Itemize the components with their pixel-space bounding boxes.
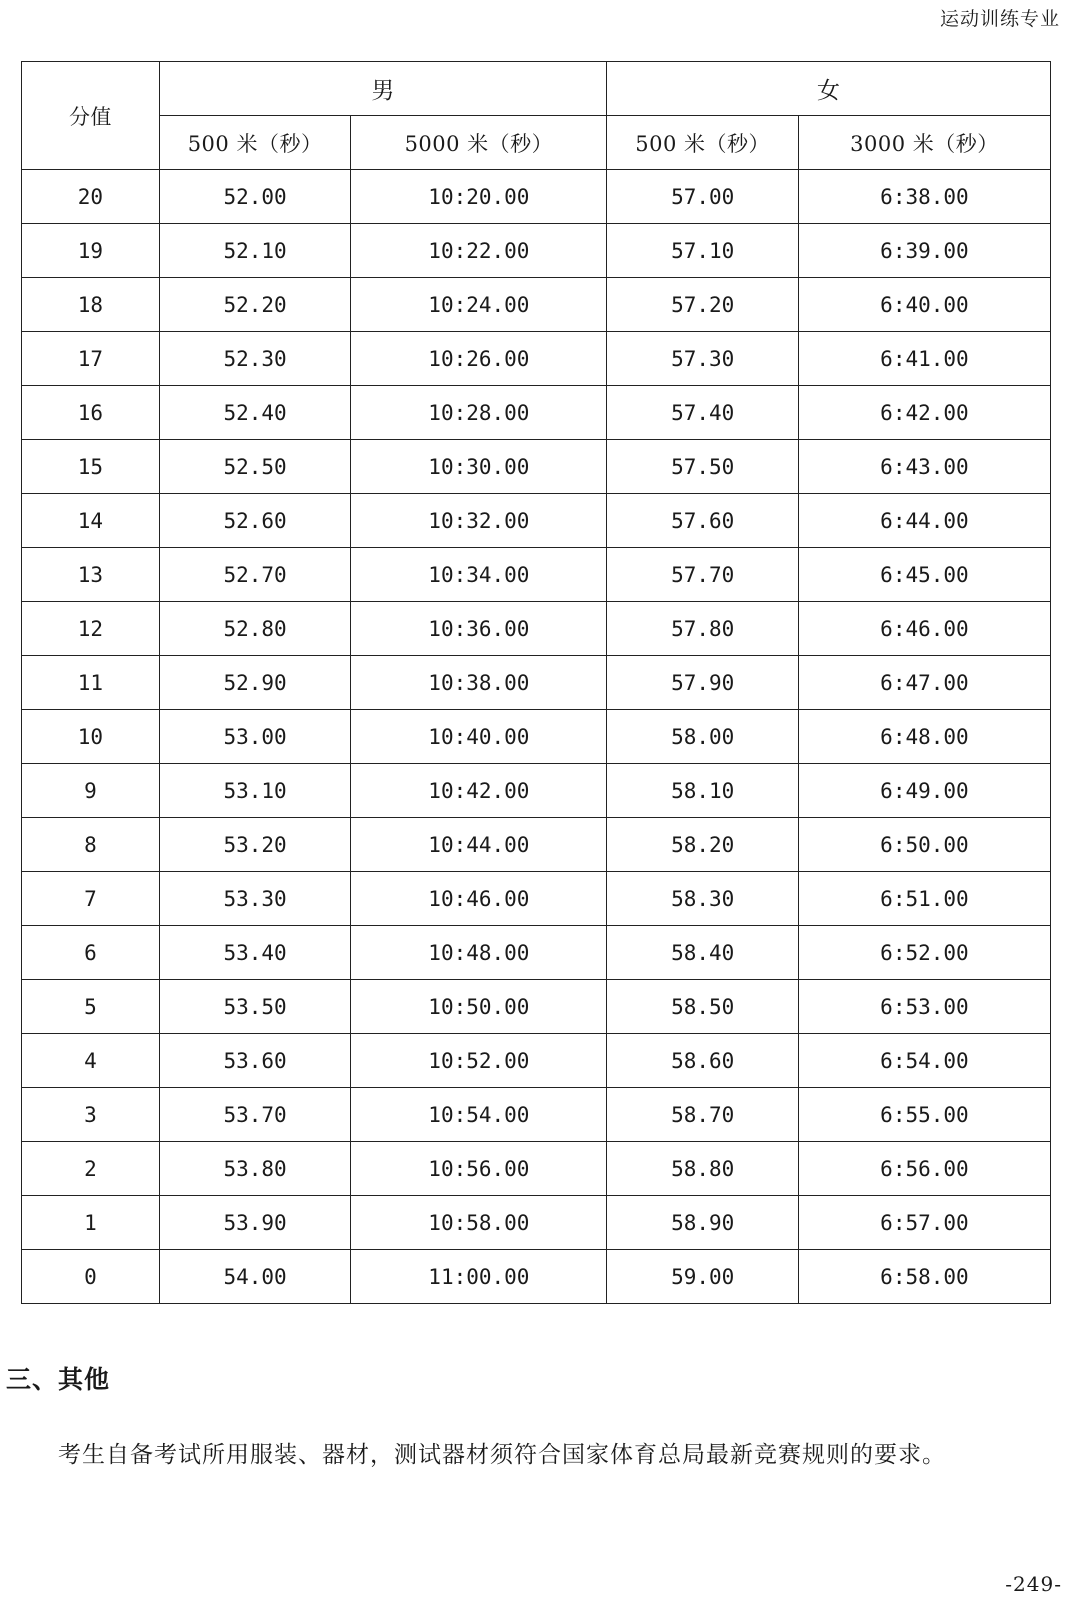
table-row: [22, 764, 1051, 818]
table-row: [22, 170, 1051, 224]
header-row-groups: [22, 62, 1051, 116]
male-500m-cell: 52.00: [159, 170, 350, 224]
score-cell: 5: [22, 980, 160, 1034]
female-3000m-cell: 6:53.00: [798, 980, 1050, 1034]
score-cell: 12: [22, 602, 160, 656]
female-3000m-cell: 6:45.00: [798, 548, 1050, 602]
score-cell: 1: [22, 1196, 160, 1250]
male-500m-cell: 52.10: [159, 224, 350, 278]
score-cell: 19: [22, 224, 160, 278]
female-500m-cell: 58.50: [607, 980, 798, 1034]
table-row: [22, 980, 1051, 1034]
female-3000m-cell: 6:40.00: [798, 278, 1050, 332]
female-3000m-cell: 6:48.00: [798, 710, 1050, 764]
score-cell: 6: [22, 926, 160, 980]
score-cell: 7: [22, 872, 160, 926]
female-3000m-cell: 6:56.00: [798, 1142, 1050, 1196]
section-heading: 三、其他: [6, 1365, 111, 1394]
male-500m-cell: 53.20: [159, 818, 350, 872]
score-cell: 20: [22, 170, 160, 224]
table-row: [22, 872, 1051, 926]
male-500m-cell: 52.20: [159, 278, 350, 332]
female-3000m-cell: 6:54.00: [798, 1034, 1050, 1088]
female-500m-cell: 57.80: [607, 602, 798, 656]
male-500m-cell: 53.90: [159, 1196, 350, 1250]
score-cell: 4: [22, 1034, 160, 1088]
header-row-events: [22, 116, 1051, 170]
female-500m-cell: 57.40: [607, 386, 798, 440]
table-row: [22, 278, 1051, 332]
score-cell: 13: [22, 548, 160, 602]
table-row: [22, 440, 1051, 494]
male-5000m-cell: 10:42.00: [351, 764, 607, 818]
female-3000m-cell: 6:38.00: [798, 170, 1050, 224]
female-500m-cell: 58.90: [607, 1196, 798, 1250]
male-500m-cell: 53.70: [159, 1088, 350, 1142]
score-table-body: [22, 170, 1051, 1304]
score-cell: 16: [22, 386, 160, 440]
male-500m-cell: 53.10: [159, 764, 350, 818]
female-500m-cell: 57.30: [607, 332, 798, 386]
male-5000m-cell: 11:00.00: [351, 1250, 607, 1304]
score-cell: 10: [22, 710, 160, 764]
male-500m-cell: 53.40: [159, 926, 350, 980]
table-row: [22, 926, 1051, 980]
male-5000m-cell: 10:28.00: [351, 386, 607, 440]
female-500m-cell: 58.70: [607, 1088, 798, 1142]
score-cell: 3: [22, 1088, 160, 1142]
score-cell: 9: [22, 764, 160, 818]
male-5000m-cell: 10:46.00: [351, 872, 607, 926]
male-5000m-cell: 10:30.00: [351, 440, 607, 494]
male-500m-cell: 53.50: [159, 980, 350, 1034]
male-500m-cell: 54.00: [159, 1250, 350, 1304]
female-500m-cell: 57.60: [607, 494, 798, 548]
table-row: [22, 494, 1051, 548]
male-5000m-cell: 10:24.00: [351, 278, 607, 332]
female-3000m-cell: 6:39.00: [798, 224, 1050, 278]
female-3000m-cell: 6:55.00: [798, 1088, 1050, 1142]
table-row: [22, 656, 1051, 710]
male-5000m-cell: 10:36.00: [351, 602, 607, 656]
score-cell: 14: [22, 494, 160, 548]
female-3000m-cell: 6:49.00: [798, 764, 1050, 818]
male-500m-header: 500 米（秒）: [159, 116, 350, 170]
male-500m-cell: 52.80: [159, 602, 350, 656]
table-row: [22, 1088, 1051, 1142]
male-5000m-cell: 10:50.00: [351, 980, 607, 1034]
male-5000m-cell: 10:56.00: [351, 1142, 607, 1196]
female-3000m-cell: 6:57.00: [798, 1196, 1050, 1250]
male-500m-cell: 53.00: [159, 710, 350, 764]
male-5000m-cell: 10:34.00: [351, 548, 607, 602]
score-cell: 8: [22, 818, 160, 872]
score-cell: 11: [22, 656, 160, 710]
female-500m-cell: 58.00: [607, 710, 798, 764]
female-500m-header: 500 米（秒）: [607, 116, 798, 170]
female-500m-cell: 57.90: [607, 656, 798, 710]
male-5000m-cell: 10:38.00: [351, 656, 607, 710]
female-500m-cell: 57.20: [607, 278, 798, 332]
score-cell: 0: [22, 1250, 160, 1304]
table-row: [22, 332, 1051, 386]
table-row: [22, 1034, 1051, 1088]
female-3000m-cell: 6:42.00: [798, 386, 1050, 440]
male-500m-cell: 53.80: [159, 1142, 350, 1196]
page-number: -249-: [1005, 1572, 1062, 1596]
male-5000m-cell: 10:44.00: [351, 818, 607, 872]
female-3000m-cell: 6:58.00: [798, 1250, 1050, 1304]
female-3000m-cell: 6:52.00: [798, 926, 1050, 980]
running-header: 运动训练专业: [939, 8, 1060, 30]
male-5000m-cell: 10:22.00: [351, 224, 607, 278]
male-500m-cell: 52.70: [159, 548, 350, 602]
female-500m-cell: 58.80: [607, 1142, 798, 1196]
score-cell: 15: [22, 440, 160, 494]
male-5000m-cell: 10:40.00: [351, 710, 607, 764]
male-500m-cell: 52.90: [159, 656, 350, 710]
female-3000m-cell: 6:50.00: [798, 818, 1050, 872]
female-500m-cell: 58.60: [607, 1034, 798, 1088]
male-group-header: 男: [159, 62, 607, 116]
male-500m-cell: 52.40: [159, 386, 350, 440]
score-column-header: 分值: [22, 62, 160, 170]
male-500m-cell: 53.60: [159, 1034, 350, 1088]
female-3000m-cell: 6:43.00: [798, 440, 1050, 494]
male-500m-cell: 52.60: [159, 494, 350, 548]
female-500m-cell: 58.40: [607, 926, 798, 980]
table-row: [22, 224, 1051, 278]
female-group-header: 女: [607, 62, 1051, 116]
female-500m-cell: 57.50: [607, 440, 798, 494]
female-3000m-cell: 6:44.00: [798, 494, 1050, 548]
female-500m-cell: 58.10: [607, 764, 798, 818]
male-500m-cell: 52.50: [159, 440, 350, 494]
female-3000m-cell: 6:41.00: [798, 332, 1050, 386]
female-500m-cell: 59.00: [607, 1250, 798, 1304]
score-cell: 18: [22, 278, 160, 332]
male-5000m-header: 5000 米（秒）: [351, 116, 607, 170]
score-table-header: [22, 62, 1051, 170]
female-500m-cell: 57.70: [607, 548, 798, 602]
female-500m-cell: 57.00: [607, 170, 798, 224]
table-row: [22, 710, 1051, 764]
male-500m-cell: 52.30: [159, 332, 350, 386]
table-row: [22, 602, 1051, 656]
female-500m-cell: 57.10: [607, 224, 798, 278]
table-row: [22, 1142, 1051, 1196]
male-5000m-cell: 10:48.00: [351, 926, 607, 980]
score-table: [21, 61, 1051, 1304]
score-cell: 2: [22, 1142, 160, 1196]
table-row: [22, 548, 1051, 602]
table-row: [22, 818, 1051, 872]
female-3000m-cell: 6:46.00: [798, 602, 1050, 656]
female-3000m-cell: 6:51.00: [798, 872, 1050, 926]
male-500m-cell: 53.30: [159, 872, 350, 926]
section-paragraph: 考生自备考试所用服装、器材，测试器材须符合国家体育总局最新竞赛规则的要求。: [58, 1442, 946, 1468]
female-500m-cell: 58.30: [607, 872, 798, 926]
score-cell: 17: [22, 332, 160, 386]
male-5000m-cell: 10:20.00: [351, 170, 607, 224]
table-row: [22, 1250, 1051, 1304]
male-5000m-cell: 10:58.00: [351, 1196, 607, 1250]
female-3000m-header: 3000 米（秒）: [798, 116, 1050, 170]
female-3000m-cell: 6:47.00: [798, 656, 1050, 710]
male-5000m-cell: 10:52.00: [351, 1034, 607, 1088]
male-5000m-cell: 10:32.00: [351, 494, 607, 548]
female-500m-cell: 58.20: [607, 818, 798, 872]
male-5000m-cell: 10:26.00: [351, 332, 607, 386]
table-row: [22, 386, 1051, 440]
male-5000m-cell: 10:54.00: [351, 1088, 607, 1142]
table-row: [22, 1196, 1051, 1250]
